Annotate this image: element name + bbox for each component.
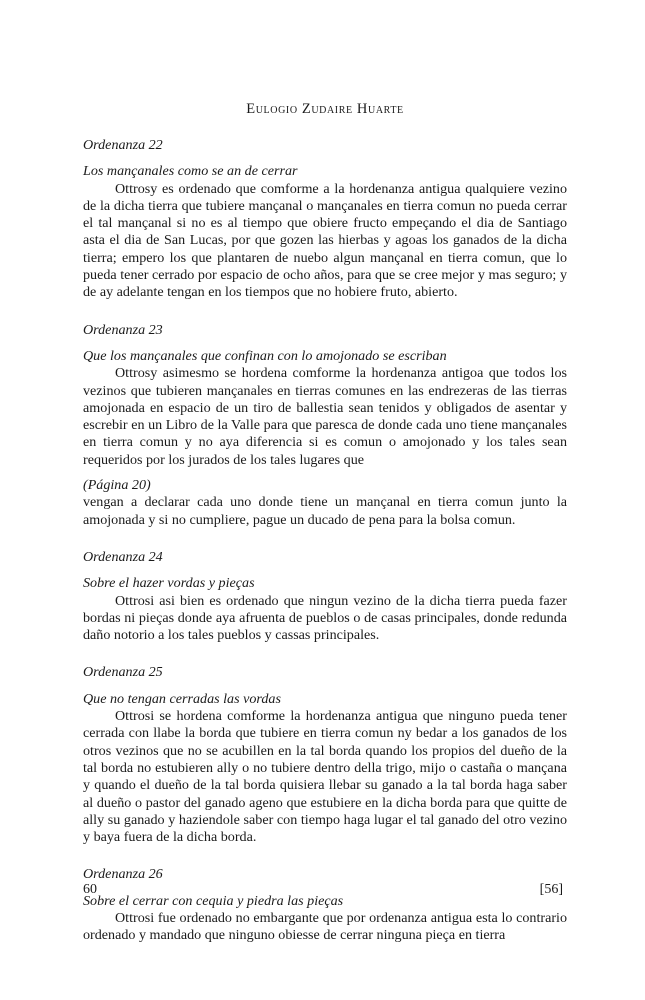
section-subtitle: Sobre el hazer vordas y pieças: [83, 575, 255, 592]
section-title: Ordenanza 25: [83, 664, 163, 681]
section-subtitle: Que no tengan cerradas las vordas: [83, 690, 281, 707]
section-ordenanza-23: [83, 322, 567, 529]
running-head-text: Eulogio Zudaire Huarte: [246, 101, 404, 117]
section-title: Ordenanza 22: [83, 137, 163, 153]
section-title: Ordenanza 23: [83, 321, 163, 338]
section-subtitle: Sobre el cerrar con cequia y piedra las pieças: [83, 892, 344, 909]
section-title: Ordenanza 26: [83, 866, 163, 883]
section-paragraph: Ottrosy asimesmo se hordena comforme la hordenanza antigoa que todos los vezinos que tubieren mançanales en tierras comunes en las endrezeras de las tierras amojonada en espacio de un tiro de ballestia sean tenidos y obligados de asentar y escrebir en un Libro de la Valle para que paresca de donde cada uno tiene mançanales en tierra comun y no aya diferencia si es comun o amojonado y los tales sean requeridos por los jurados de los tales lugares que: [83, 365, 567, 468]
page-reference: [56]: [539, 882, 563, 897]
section-paragraph-continuation: vengan a declarar cada uno donde tiene un mançanal en tierra comun junto la amojonada y si no cumpliere, pague un ducado de pena para la bolsa comun.: [83, 494, 567, 528]
section-ordenanza-22: [83, 137, 567, 302]
section-ordenanza-25: [83, 664, 567, 846]
section-paragraph: Ottrosi fue ordenado no embargante que por ordenanza antigua esta lo contrario ordenado y mandado que ninguno obiesse de cerrar ninguna pieça en tierra: [83, 909, 567, 944]
section-ordenanza-24: [83, 549, 567, 644]
page-marker: (Página 20): [83, 477, 151, 494]
section-subtitle: Que los mançanales que confinan con lo amojonado se escriban: [83, 347, 447, 364]
section-ordenanza-26: [83, 866, 567, 944]
section-paragraph: Ottrosy es ordenado que comforme a la hordenanza antigua qualquiere vezino de la dicha tierra que tubiere mançanal o mançanales en tierra comun no pueda cerrar el tal mançanal si no es al tiempo que obiere fructo empeçando el dia de Santiago asta el dia de San Lucas, por que gozen las hierbas y agoas los ganados de la dicha tierra; empero los que plantaren de nuebo algun mançanal en tierra comun, que lo pueda tener cerrado por espacio de ocho años, para que se cree mejor y mas seguro; y de ay adelante tengan en los tiempos que no hobiere fruto, abierto.: [83, 180, 567, 301]
section-subtitle: Los mançanales como se an de cerrar: [83, 163, 298, 180]
body-text: [83, 137, 567, 965]
section-paragraph: Ottrosi se hordena comforme la hordenanza antigua que ninguno pueda tener cerrada con llabe la borda que tubiere en tierra comun ny bedar a los ganados de los otros vezinos que no se acubillen en la tal borda quando los propios del dueño de la tal borda no estubieren ally o no tubiere dentro della trigo, mijo o castaña o mançana y quando el dueño de la tal borda quisiera llebar su ganado a la tal borda haga saber al dueño o pastor del ganado ageno que estubiere en la dicha borda para que quitte de ally su ganado y haziendole saber con tiempo haga lugar el tal ganado del otro vezino y baya fuera de la dicha borda.: [83, 708, 567, 846]
running-head: [83, 101, 567, 118]
page-number: 60: [83, 882, 97, 897]
section-title: Ordenanza 24: [83, 548, 163, 565]
section-paragraph: Ottrosi asi bien es ordenado que ningun vezino de la dicha tierra pueda fazer bordas ni pieças donde aya afruenta de pueblos o de casas principales, donde redunda daño notorio a los tales pueblos y cassas principales.: [83, 592, 567, 644]
